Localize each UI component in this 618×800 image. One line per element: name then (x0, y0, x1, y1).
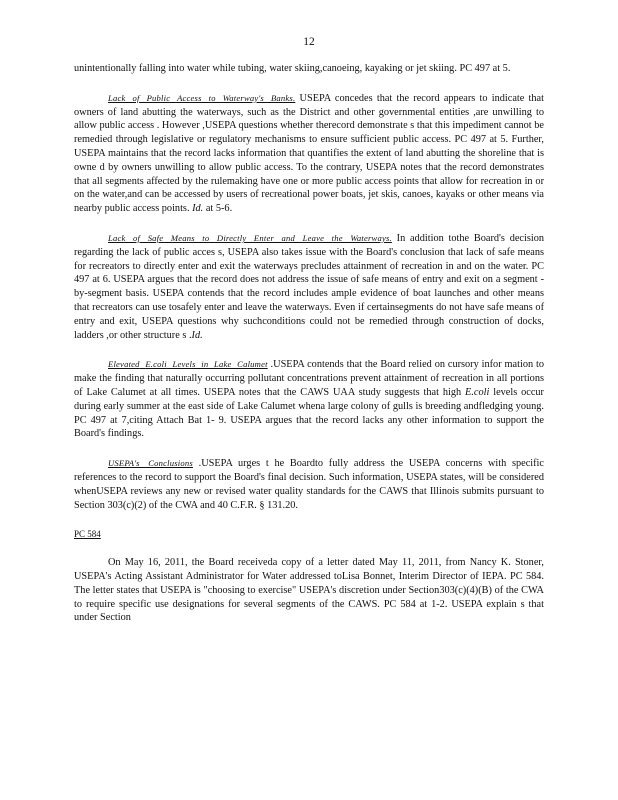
page-number: 12 (303, 36, 315, 48)
section-heading-conclusions: USEPA's Conclusions (108, 458, 193, 469)
paragraph-intro (74, 62, 544, 76)
section-heading-safe-means: Lack of Safe Means to Directly Enter and Leave the Waterways. (108, 232, 392, 243)
subsection-label: PC 584 (74, 529, 101, 540)
paragraph-text: .USEPA contends that the Board relied on cursory infor mation to make the finding that naturally occurring pollutant concentrations prevent attainment of recreation in all portions of Lake Calumet at all times. USEPA notes that the CAWS UAA study suggests that high (74, 359, 544, 398)
section-heading-public-access: Lack of Public Access to Waterway's Banks. (108, 92, 296, 103)
paragraph-conclusions (74, 457, 544, 512)
paragraph-text: On May 16, 2011, the Board receiveda copy of a letter dated May 11, 2011, from Nancy K. Stoner, USEPA's Acting Assistant Administrator for Water addressed toLisa Bonnet, Interim Director of IEPA. PC 584. The letter states that USEPA is "choosing to exercise" USEPA's discretion under Section303(c)(4)(B) of the CWA to require specific use designations for several segments of the CAWS. PC 584 at 1-2. USEPA explain s that under Section (74, 557, 544, 624)
citation-id: Id. (191, 329, 203, 341)
heading-part: Elevated (108, 359, 140, 370)
paragraph-text: unintentionally falling into water while tubing, water skiing,canoeing, kayaking or jet skiing. PC 497 at 5. (74, 63, 511, 74)
section-heading-ecoli (108, 359, 268, 369)
citation-tail: at 5-6. (203, 203, 233, 215)
ecoli-term: E.coli (465, 386, 490, 398)
paragraph-ecoli (74, 358, 544, 441)
citation-id: Id. (192, 203, 204, 215)
paragraph-text: USEPA concedes that the record appears to indicate that owners of land abutting the waterways, such as the District and other governmental entities ,are unwilling to allow public access . However ,USEPA questions whether therecord demonstrate s that this impediment cannot be remedied through legislative or regulatory mechanisms to ensure sufficient public access. PC 497 at 5. Further, USEPA maintains that the record lacks information that quantifies the extent of land abutting the shoreline that is owne d by owners unwilling to allow public access. To the contrary, USEPA notes that the record demonstrates that all segments affected by the rulemaking have one or more public access points that allow for recreation in or on the water,and can be accessed by users of recreational power boats, jet skis, canoes, kayaks or other means via nearby public access points. (74, 92, 544, 215)
paragraph-safe-means (74, 232, 544, 342)
paragraph-pc584 (74, 556, 544, 625)
paragraph-text: levels occur during early summer at the east side of Lake Calumet whena large colony of gulls is breeding andfledging young. PC 497 at 7,citing Attach Bat 1- 9. USEPA argues that the record lacks any other information to support the Board's findings. (74, 386, 544, 440)
document-body (74, 62, 544, 625)
paragraph-text: In addition tothe Board's decision regarding the lack of public acces s, USEPA also takes issue with the Board's conclusion that lack of safe means for recreators to directly enter and exit the waterways precludes attainment of recreation in and on the water. PC 497 at 6. USEPA argues that the record does not address the issue of safe means of entry and exit on a segment -by-segment basis. USEPA contends that the record includes ample evidence of boat launches and other means that recreators can use tosafely enter and leave the waterways. Even if certainsegments do not have safe means of entry and exit, USEPA questions why suchconditions could not be remedied through construction of docks, ladders ,or other structure s . (74, 232, 545, 341)
paragraph-text: .USEPA urges t he Boardto fully address the USEPA concerns with specific references to the record to support the Board's final decision. Such information, USEPA states, will be considered whenUSEPA reviews any new or revised water quality standards for the CAWS that Illinois submits pursuant to Section 303(c)(2) of the CWA and 40 C.F.R. § 131.20. (74, 458, 544, 511)
subsection-label-pc584 (74, 528, 544, 542)
heading-part-ecoli: E.coli (145, 359, 167, 370)
paragraph-public-access (74, 92, 544, 216)
heading-part: Levels in Lake Calumet (172, 359, 268, 370)
